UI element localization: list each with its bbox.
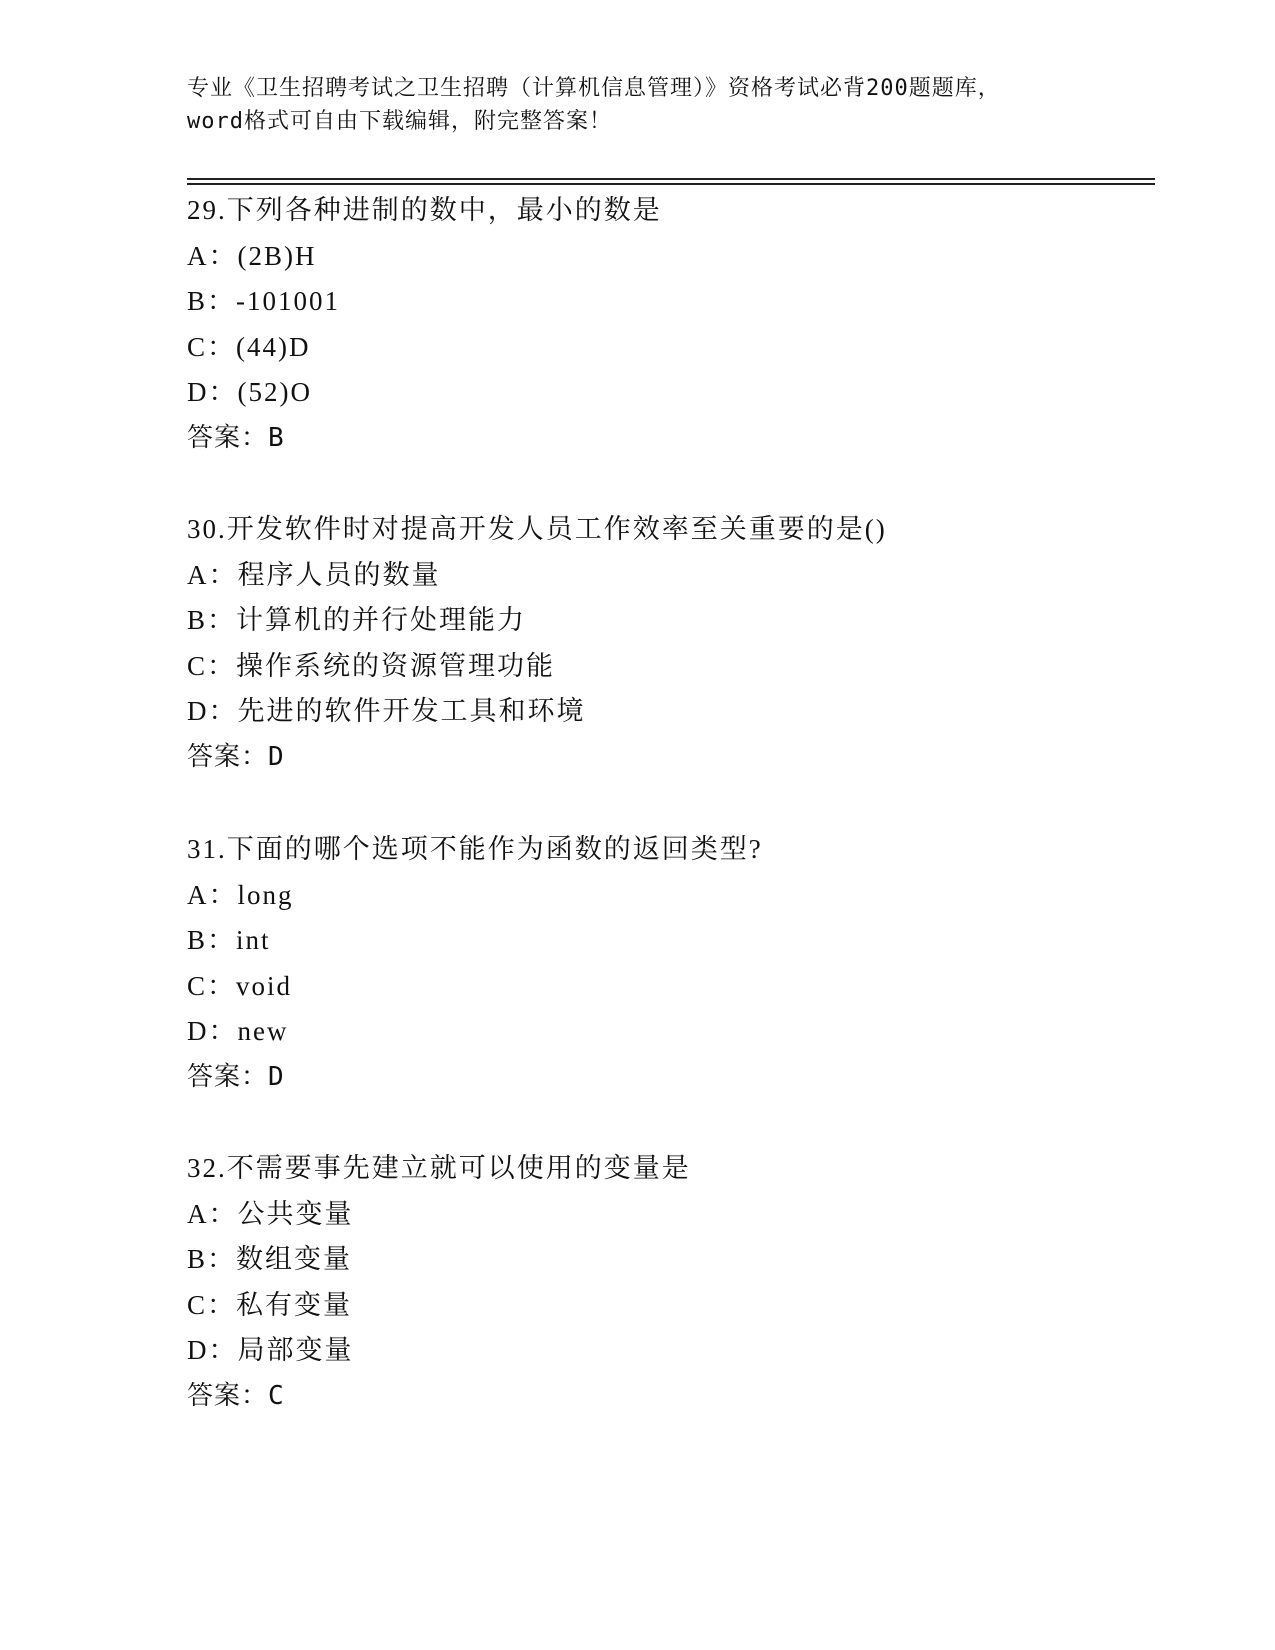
option-c: C：操作系统的资源管理功能 (187, 650, 556, 681)
option-a: A：long (187, 879, 294, 910)
option-d: D：先进的软件开发工具和环境 (187, 696, 586, 727)
header-line-2: word格式可自由下载编辑，附完整答案！ (187, 109, 612, 134)
option-d: D：局部变量 (187, 1335, 354, 1366)
question-stem: 31.下面的哪个选项不能作为函数的返回类型? (187, 834, 763, 864)
option-b: B：int (187, 925, 271, 956)
header-divider-top (187, 178, 1155, 180)
option-a: A：程序人员的数量 (187, 559, 441, 590)
question-31 (187, 827, 1155, 1101)
question-stem: 29.下列各种进制的数中，最小的数是 (187, 195, 662, 225)
option-b: B：-101001 (187, 286, 340, 317)
answer-line: 答案：D (187, 741, 285, 772)
answer-line: 答案：D (187, 1061, 285, 1092)
option-c: C：void (187, 970, 293, 1001)
option-b: B：计算机的并行处理能力 (187, 605, 527, 636)
header-divider-bottom (187, 183, 1155, 185)
option-d: D：(52)O (187, 377, 312, 408)
option-c: C：私有变量 (187, 1289, 353, 1320)
option-a: A：公共变量 (187, 1198, 354, 1229)
question-29 (187, 188, 1155, 462)
option-d: D：new (187, 1016, 289, 1047)
question-32 (187, 1146, 1155, 1420)
header-line-1: 专业《卫生招聘考试之卫生招聘（计算机信息管理）》资格考试必背200题题库， (187, 76, 1001, 101)
answer-line: 答案：B (187, 422, 285, 453)
option-b: B：数组变量 (187, 1244, 353, 1275)
option-c: C：(44)D (187, 331, 311, 362)
document-header (187, 72, 1087, 138)
question-30 (187, 507, 1155, 781)
option-a: A：(2B)H (187, 240, 317, 271)
question-stem: 32.不需要事先建立就可以使用的变量是 (187, 1153, 691, 1183)
question-stem: 30.开发软件时对提高开发人员工作效率至关重要的是() (187, 514, 887, 544)
answer-line: 答案：C (187, 1380, 285, 1411)
